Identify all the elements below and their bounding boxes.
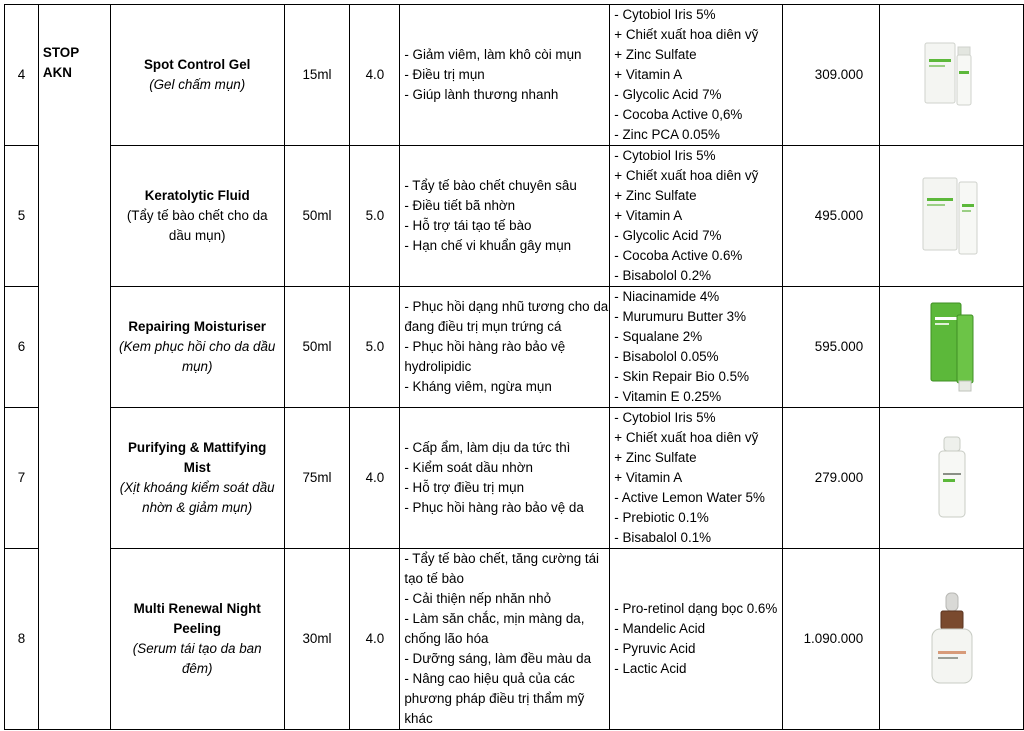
ingredient-line: - Mandelic Acid <box>614 621 706 636</box>
ingredient-line: + Vitamin A <box>614 470 683 485</box>
product-subtitle: (Tẩy tế bào chết cho da dầu mụn) <box>126 208 268 243</box>
ingredient-line: - Bisabalol 0.1% <box>614 530 712 545</box>
product-score: 5.0 <box>350 287 400 408</box>
product-name-cell <box>110 287 284 408</box>
mist-bottle-product-image <box>927 433 977 523</box>
product-volume: 50ml <box>284 146 350 287</box>
product-ingredients <box>610 5 783 146</box>
product-ingredients <box>610 146 783 287</box>
product-volume: 30ml <box>284 549 350 730</box>
product-name-cell <box>110 5 284 146</box>
product-score: 5.0 <box>350 146 400 287</box>
product-line-cell <box>38 5 110 730</box>
product-ingredients <box>610 549 783 730</box>
product-image-cell <box>880 5 1024 146</box>
ingredient-line: - Pyruvic Acid <box>614 641 696 656</box>
ingredient-line: + Zinc Sulfate <box>614 188 697 203</box>
ingredient-line: - Squalane 2% <box>614 329 703 344</box>
product-subtitle: (Xịt khoáng kiểm soát dầu nhờn & giảm mụn) <box>119 480 275 515</box>
benefit-line: - Hỗ trợ điều trị mụn <box>404 480 525 495</box>
ingredient-line: + Chiết xuất hoa diên vỹ <box>614 168 759 183</box>
serum-dropper-product-image <box>922 589 982 689</box>
benefit-line: - Làm săn chắc, mịn màng da, chống lão hóa <box>404 611 585 646</box>
product-table <box>4 4 1024 730</box>
benefit-line: - Điều tiết bã nhờn <box>404 198 516 213</box>
row-index: 4 <box>5 5 39 146</box>
benefit-line: - Kiểm soát dầu nhờn <box>404 460 533 475</box>
product-benefits <box>400 408 610 549</box>
product-price: 595.000 <box>783 287 880 408</box>
ingredient-line: - Pro-retinol dạng bọc 0.6% <box>614 601 778 616</box>
benefit-line: - Hỗ trợ tái tạo tế bào <box>404 218 532 233</box>
ingredient-line: - Cocoba Active 0.6% <box>614 248 743 263</box>
table-row <box>5 287 1024 408</box>
product-name: Keratolytic Fluid <box>144 188 250 203</box>
ingredient-line: + Zinc Sulfate <box>614 47 697 62</box>
ingredient-line: - Niacinamide 4% <box>614 289 720 304</box>
product-name-cell <box>110 408 284 549</box>
product-name: Purifying & Mattifying Mist <box>128 440 267 475</box>
product-subtitle: (Gel chấm mụn) <box>149 77 246 92</box>
repairing-moisturiser-product-image <box>917 297 987 397</box>
product-image-cell <box>880 549 1024 730</box>
benefit-line: - Cải thiện nếp nhăn nhỏ <box>404 591 552 606</box>
product-price: 1.090.000 <box>783 549 880 730</box>
benefit-line: - Hạn chế vi khuẩn gây mụn <box>404 238 572 253</box>
benefit-line: - Điều trị mụn <box>404 67 485 82</box>
ingredient-line: + Chiết xuất hoa diên vỹ <box>614 430 759 445</box>
row-index: 8 <box>5 549 39 730</box>
product-name-cell <box>110 146 284 287</box>
spot-gel-product-image <box>917 35 987 115</box>
product-score: 4.0 <box>350 408 400 549</box>
ingredient-line: + Vitamin A <box>614 208 683 223</box>
ingredient-line: - Vitamin E 0.25% <box>614 389 722 404</box>
product-subtitle: (Kem phục hồi cho da dầu mụn) <box>119 339 276 374</box>
product-name-cell <box>110 549 284 730</box>
benefit-line: - Phục hồi hàng rào bảo vệ da <box>404 500 584 515</box>
table-row <box>5 5 1024 146</box>
product-image-cell <box>880 287 1024 408</box>
product-name: Multi Renewal Night Peeling <box>133 601 261 636</box>
benefit-line: - Kháng viêm, ngừa mụn <box>404 379 552 394</box>
product-image-cell <box>880 408 1024 549</box>
product-price: 309.000 <box>783 5 880 146</box>
ingredient-line: - Lactic Acid <box>614 661 687 676</box>
ingredient-line: - Cocoba Active 0,6% <box>614 107 743 122</box>
ingredient-line: - Cytobiol Iris 5% <box>614 410 716 425</box>
product-benefits <box>400 549 610 730</box>
ingredient-line: - Active Lemon Water 5% <box>614 490 765 505</box>
product-volume: 15ml <box>284 5 350 146</box>
benefit-line: - Giúp lành thương nhanh <box>404 87 559 102</box>
product-score: 4.0 <box>350 5 400 146</box>
ingredient-line: - Bisabolol 0.05% <box>614 349 719 364</box>
ingredient-line: + Vitamin A <box>614 67 683 82</box>
benefit-line: - Phục hồi hàng rào bảo vệ hydrolipidic <box>404 339 566 374</box>
ingredient-line: - Cytobiol Iris 5% <box>614 148 716 163</box>
ingredient-line: - Cytobiol Iris 5% <box>614 7 716 22</box>
ingredient-line: - Prebiotic 0.1% <box>614 510 709 525</box>
product-name: Repairing Moisturiser <box>128 319 267 334</box>
table-row <box>5 408 1024 549</box>
row-index: 7 <box>5 408 39 549</box>
product-price: 279.000 <box>783 408 880 549</box>
product-line: STOP AKN <box>42 45 79 80</box>
keratolytic-fluid-product-image <box>917 168 987 264</box>
product-benefits <box>400 146 610 287</box>
benefit-line: - Cấp ẩm, làm dịu da tức thì <box>404 440 571 455</box>
benefit-line: - Nâng cao hiệu quả của các phương pháp điều trị thẩm mỹ khác <box>404 671 585 726</box>
row-index: 5 <box>5 146 39 287</box>
ingredient-line: + Chiết xuất hoa diên vỹ <box>614 27 759 42</box>
product-price: 495.000 <box>783 146 880 287</box>
benefit-line: - Tẩy tế bào chết chuyên sâu <box>404 178 577 193</box>
product-volume: 75ml <box>284 408 350 549</box>
ingredient-line: - Glycolic Acid 7% <box>614 228 722 243</box>
product-image-cell <box>880 146 1024 287</box>
ingredient-line: - Skin Repair Bio 0.5% <box>614 369 749 384</box>
product-benefits <box>400 287 610 408</box>
ingredient-line: + Zinc Sulfate <box>614 450 697 465</box>
product-ingredients <box>610 287 783 408</box>
ingredient-line: - Glycolic Acid 7% <box>614 87 722 102</box>
product-benefits <box>400 5 610 146</box>
benefit-line: - Phục hồi dạng nhũ tương cho da đang điều trị mụn trứng cá <box>404 299 609 334</box>
ingredient-line: - Zinc PCA 0.05% <box>614 127 720 142</box>
product-subtitle: (Serum tái tạo da ban đêm) <box>132 641 262 676</box>
benefit-line: - Dưỡng sáng, làm đều màu da <box>404 651 592 666</box>
benefit-line: - Giảm viêm, làm khô còi mụn <box>404 47 582 62</box>
product-name: Spot Control Gel <box>144 57 251 72</box>
table-row <box>5 549 1024 730</box>
benefit-line: - Tẩy tế bào chết, tăng cường tái tạo tế bào <box>404 551 600 586</box>
ingredient-line: - Murumuru Butter 3% <box>614 309 746 324</box>
product-volume: 50ml <box>284 287 350 408</box>
product-score: 4.0 <box>350 549 400 730</box>
table-row <box>5 146 1024 287</box>
row-index: 6 <box>5 287 39 408</box>
ingredient-line: - Bisabolol 0.2% <box>614 268 712 283</box>
product-ingredients <box>610 408 783 549</box>
